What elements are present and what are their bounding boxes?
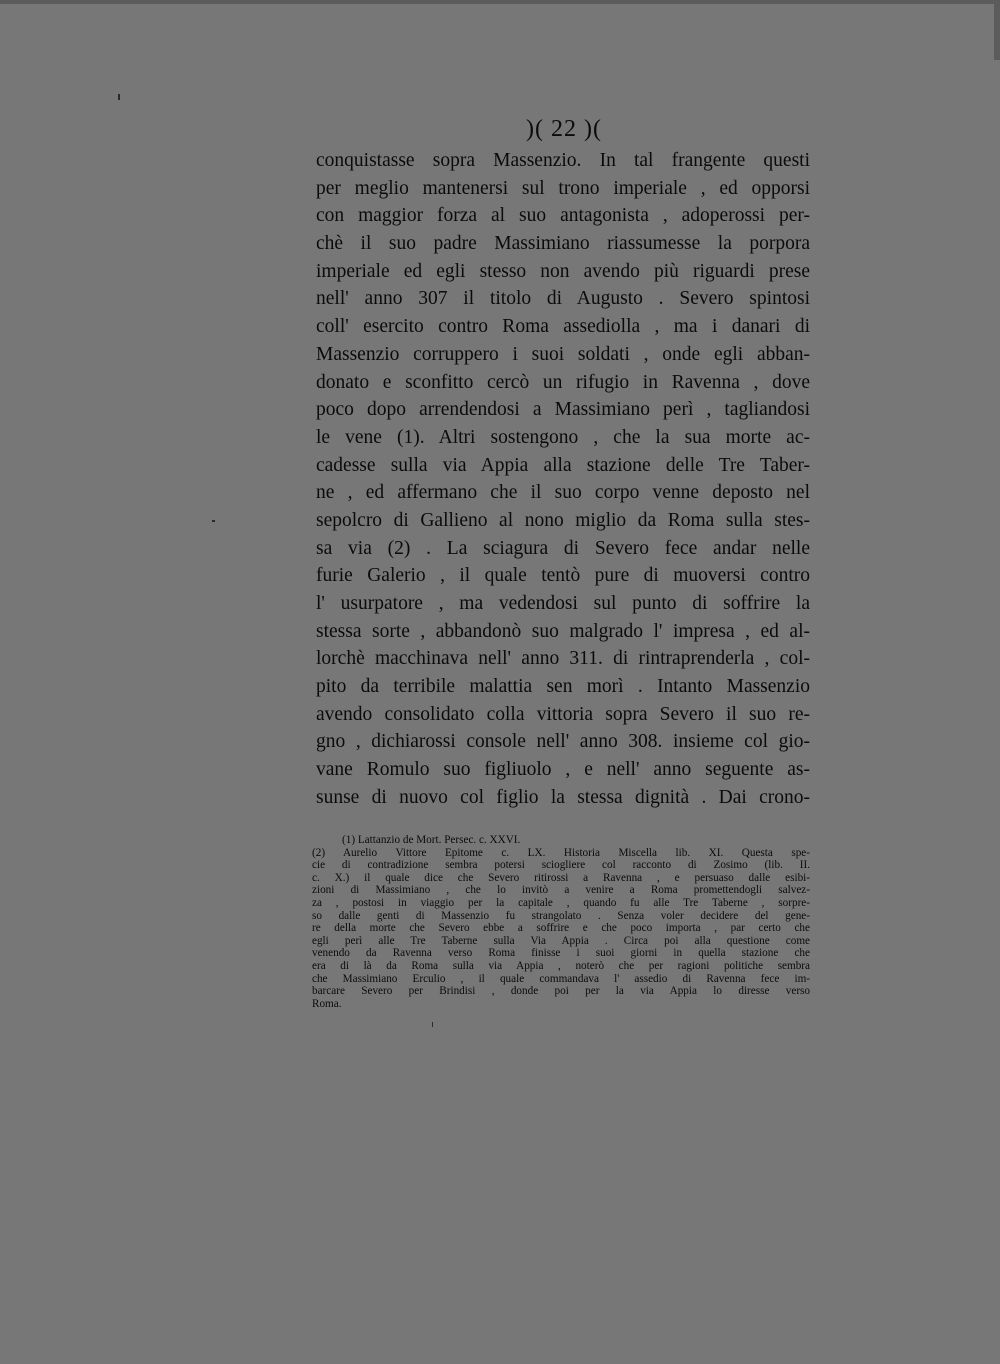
scan-speck: [212, 520, 215, 522]
text-line: furie Galerio , il quale tentò pure di muoversi contro: [316, 565, 810, 587]
text-line: sunse di nuovo col figlio la stessa dignità . Dai crono-: [316, 786, 810, 808]
footnote-line: (1) Lattanzio de Mort. Persec. c. XXVI.: [342, 834, 521, 846]
text-line: per meglio mantenersi sul trono imperiale , ed opporsi: [316, 177, 810, 199]
text-line: con maggior forza al suo antagonista , adoperossi per-: [316, 205, 810, 227]
text-line: imperiale ed egli stesso non avendo più riguardi prese: [316, 260, 810, 282]
footnotes: [312, 834, 810, 1010]
footnote-line: Roma.: [312, 997, 342, 1010]
footnote-line: za , postosi in viaggio per la capitale , quando fu alle Tre Taberne , sorpre-: [312, 896, 810, 909]
footnote-line: egli perì alle Tre Taberne sulla Via Appia . Circa poi alla questione come: [312, 934, 810, 947]
text-line: chè il suo padre Massimiano riassumesse la porpora: [316, 233, 810, 255]
footnote-line: che Massimiano Erculio , il quale commandava l' assedio di Ravenna fece im-: [312, 972, 810, 985]
footnote-line: re della morte che Severo ebbe a soffrire e che poco importa , par certo che: [312, 922, 810, 935]
text-line: conquistasse sopra Massenzio. In tal frangente questi: [316, 150, 810, 171]
text-line: coll' esercito contro Roma assediolla , ma i danari di: [316, 316, 810, 338]
text-line: l' usurpatore , ma vedendosi sul punto di soffrire la: [316, 593, 810, 614]
footnote-line: zioni di Massimiano , che lo invitò a venire a Roma promettendogli salvez-: [312, 884, 810, 897]
text-line: lorchè macchinava nell' anno 311. di rintraprenderla , col-: [316, 648, 810, 670]
footnote-line: c. X.) il quale dice che Severo ritirossi a Ravenna , e persuaso dalle esibi-: [312, 871, 810, 884]
footnote-line: cie di contradizione sembra potersi sciogliere col racconto di Zosimo (lib. II.: [312, 859, 810, 872]
footnote-line: (2) Aurelio Vittore Epitome c. LX. Historia Miscella lib. XI. Questa spe-: [312, 846, 810, 859]
text-line: vane Romulo suo figliuolo , e nell' anno seguente as-: [316, 759, 810, 781]
scan-speck: [432, 1022, 433, 1027]
text-line: gno , dichiarossi console nell' anno 308. insieme col gio-: [316, 731, 810, 753]
text-line: pito da terribile malattia sen morì . Intanto Massenzio: [316, 676, 810, 698]
text-line: le vene (1). Altri sostengono , che la sua morte ac-: [316, 426, 810, 448]
text-line: donato e sconfitto cercò un rifugio in Ravenna , dove: [316, 371, 810, 393]
text-line: stessa sorte , abbandonò suo malgrado l' impresa , ed al-: [316, 620, 810, 642]
footnote-line: venendo da Ravenna verso Roma finisse i suoi giorni in quella stazione che: [312, 947, 810, 960]
text-line: avendo consolidato colla vittoria sopra Severo il suo re-: [316, 703, 810, 725]
text-line: Massenzio corruppero i suoi soldati , onde egli abban-: [316, 343, 810, 365]
text-line: nell' anno 307 il titolo di Augusto . Severo spintosi: [316, 288, 810, 310]
text-line: sepolcro di Gallieno al nono miglio da Roma sulla stes-: [316, 509, 810, 531]
footnote-line: so dalle genti di Massenzio fu strangolato . Senza voler decidere del gene-: [312, 909, 810, 922]
scan-speck: [118, 94, 120, 100]
scan-right-edge: [994, 0, 1000, 60]
footnote-line: barcare Severo per Brindisi , donde poi per la via Appia lo diresse verso: [312, 985, 810, 998]
page-number-header: )( 22 )(: [526, 116, 602, 142]
scan-top-edge: [0, 0, 1000, 4]
main-text: [316, 147, 810, 812]
text-line: sa via (2) . La sciagura di Severo fece andar nelle: [316, 537, 810, 559]
text-line: ne , ed affermano che il suo corpo venne deposto nel: [316, 482, 810, 504]
footnote-line: era di là da Roma sulla via Appia , noterò che per ragioni politiche sembra: [312, 959, 810, 972]
text-line: poco dopo arrendendosi a Massimiano perì , tagliandosi: [316, 399, 810, 421]
text-line: cadesse sulla via Appia alla stazione delle Tre Taber-: [316, 454, 810, 476]
